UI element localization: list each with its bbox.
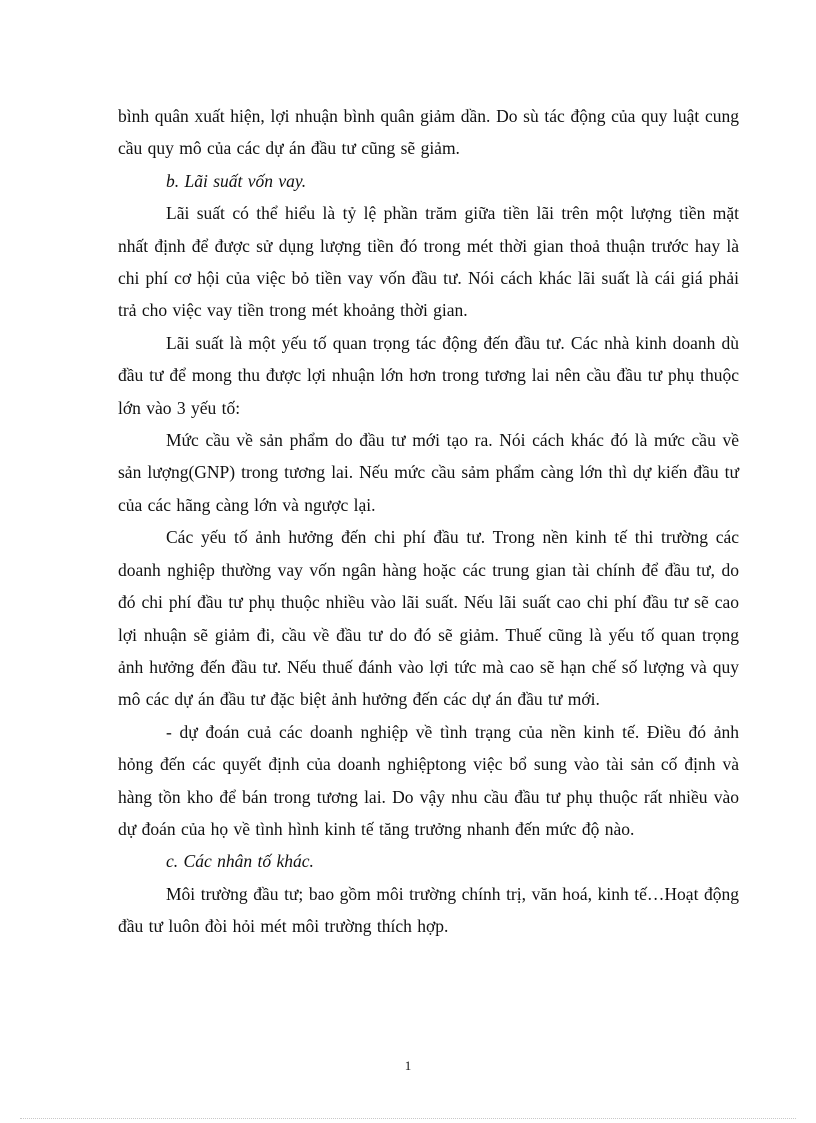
- section-heading-other-factors: c. Các nhân tố khác.: [166, 851, 314, 872]
- paragraph-interest-definition: Lãi suất có thể hiểu là tỷ lệ phần trăm giữa tiền lãi trên một lượng tiền mặt nhất định để được sử dụng lượng tiền đó trong mét thời gian thoả thuận trước hay là chi phí cơ hội của việc bỏ tiền vay vốn đầu tư. Nói cách khác lãi suất là cái giá phải trả cho việc vay tiền trong mét khoảng thời gian.: [118, 203, 739, 321]
- paragraph-continuation: bình quân xuất hiện, lợi nhuận bình quân giảm dần. Do sù tác động của quy luật cung cầu quy mô của các dự án đầu tư cũng sẽ giảm.: [118, 106, 739, 159]
- section-heading-interest-rate: b. Lãi suất vốn vay.: [166, 170, 307, 191]
- paragraph-business-forecast: - dự đoán cuả các doanh nghiệp về tình trạng của nền kinh tế. Điều đó ảnh hỏng đến các quyết định của doanh nghiệptong việc bổ sung vào tài sản cố định và hàng tồn kho để bán trong tương lai. Do vậy nhu cầu đầu tư phụ thuộc rất nhiều vào dự đoán của họ về tình hình kinh tế tăng trưởng nhanh đến mức độ nào.: [118, 721, 739, 839]
- paragraph-interest-importance: Lãi suất là một yếu tố quan trọng tác động đến đầu tư. Các nhà kinh doanh dù đầu tư để mong thu được lợi nhuận lớn hơn trong tương lai nên cầu đầu tư phụ thuộc lớn vào 3 yếu tố:: [118, 332, 739, 418]
- document-body: [118, 100, 739, 943]
- page-number: 1: [404, 1058, 412, 1073]
- page-bottom-divider: [20, 1118, 796, 1119]
- paragraph-demand-level: Mức cầu về sản phẩm do đầu tư mới tạo ra. Nói cách khác đó là mức cầu về sản lượng(GNP) trong tương lai. Nếu mức cầu sảm phẩm càng lớn thì dự kiến đầu tư của các hãng càng lớn và ngược lại.: [118, 430, 739, 515]
- paragraph-investment-environment: Môi trường đầu tư; bao gồm môi trường chính trị, văn hoá, kinh tế…Hoạt động đầu tư luôn đòi hỏi mét môi trường thích hợp.: [118, 883, 739, 937]
- paragraph-investment-cost: Các yếu tố ảnh hưởng đến chi phí đầu tư. Trong nền kinh tế thi trường các doanh nghiệp thường vay vốn ngân hàng hoặc các trung gian tài chính để đầu tư, do đó chi phí đầu tư phụ thuộc nhiều vào lãi suất. Nếu lãi suất cao chi phí đầu tư sẽ cao lợi nhuận sẽ giảm đi, cầu về đầu tư do đó sẽ giảm. Thuế cũng là yếu tố quan trọng ảnh hưởng đến đầu tư. Nếu thuế đánh vào lợi tức mà cao sẽ hạn chế số lượng và quy mô các dự án đầu tư đặc biệt ảnh hưởng đến các dự án đầu tư mới.: [118, 527, 739, 710]
